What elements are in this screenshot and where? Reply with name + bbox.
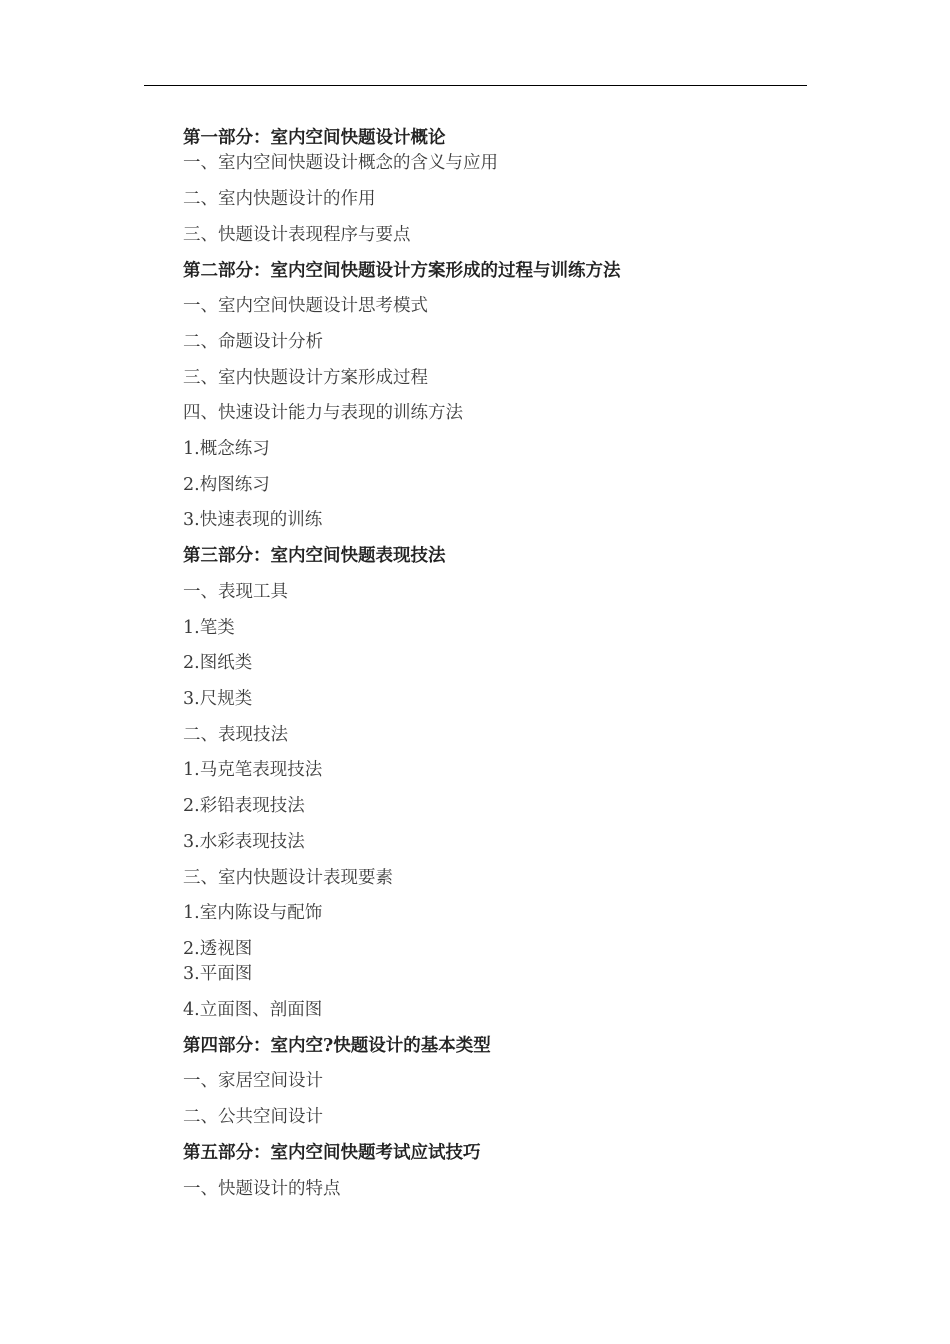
section-heading: 第二部分：室内空间快题设计方案形成的过程与训练方法 [183, 261, 621, 281]
list-item: 2.透视图 [183, 939, 253, 959]
list-item: 三、室内快题设计表现要素 [183, 868, 393, 888]
list-item: 二、室内快题设计的作用 [183, 189, 376, 209]
list-item: 一、家居空间设计 [183, 1071, 323, 1091]
list-item: 3.快速表现的训练 [183, 510, 323, 530]
list-item: 4.立面图、剖面图 [183, 1000, 323, 1020]
list-item: 三、快题设计表现程序与要点 [183, 225, 411, 245]
list-item: 二、公共空间设计 [183, 1107, 323, 1127]
section-heading: 第五部分：室内空间快题考试应试技巧 [183, 1143, 481, 1163]
section-heading: 第三部分：室内空间快题表现技法 [183, 546, 446, 566]
section-heading: 第四部分：室内空?快题设计的基本类型 [183, 1036, 491, 1056]
list-item: 一、室内空间快题设计思考模式 [183, 296, 428, 316]
list-item: 1.概念练习 [183, 439, 270, 459]
list-item: 二、表现技法 [183, 725, 288, 745]
list-item: 2.构图练习 [183, 475, 270, 495]
list-item: 2.图纸类 [183, 653, 253, 673]
list-item: 2.彩铅表现技法 [183, 796, 305, 816]
list-item: 1.马克笔表现技法 [183, 760, 323, 780]
list-item: 3.水彩表现技法 [183, 832, 305, 852]
list-item: 3.尺规类 [183, 689, 253, 709]
list-item: 一、室内空间快题设计概念的含义与应用 [183, 153, 498, 173]
list-item: 1.笔类 [183, 618, 235, 638]
list-item: 三、室内快题设计方案形成过程 [183, 368, 428, 388]
section-heading: 第一部分：室内空间快题设计概论 [183, 128, 446, 148]
list-item: 1.室内陈设与配饰 [183, 903, 323, 923]
header-rule [144, 85, 807, 86]
list-item: 二、命题设计分析 [183, 332, 323, 352]
list-item: 一、快题设计的特点 [183, 1179, 341, 1199]
list-item: 3.平面图 [183, 964, 253, 984]
list-item: 一、表现工具 [183, 582, 288, 602]
list-item: 四、快速设计能力与表现的训练方法 [183, 403, 463, 423]
